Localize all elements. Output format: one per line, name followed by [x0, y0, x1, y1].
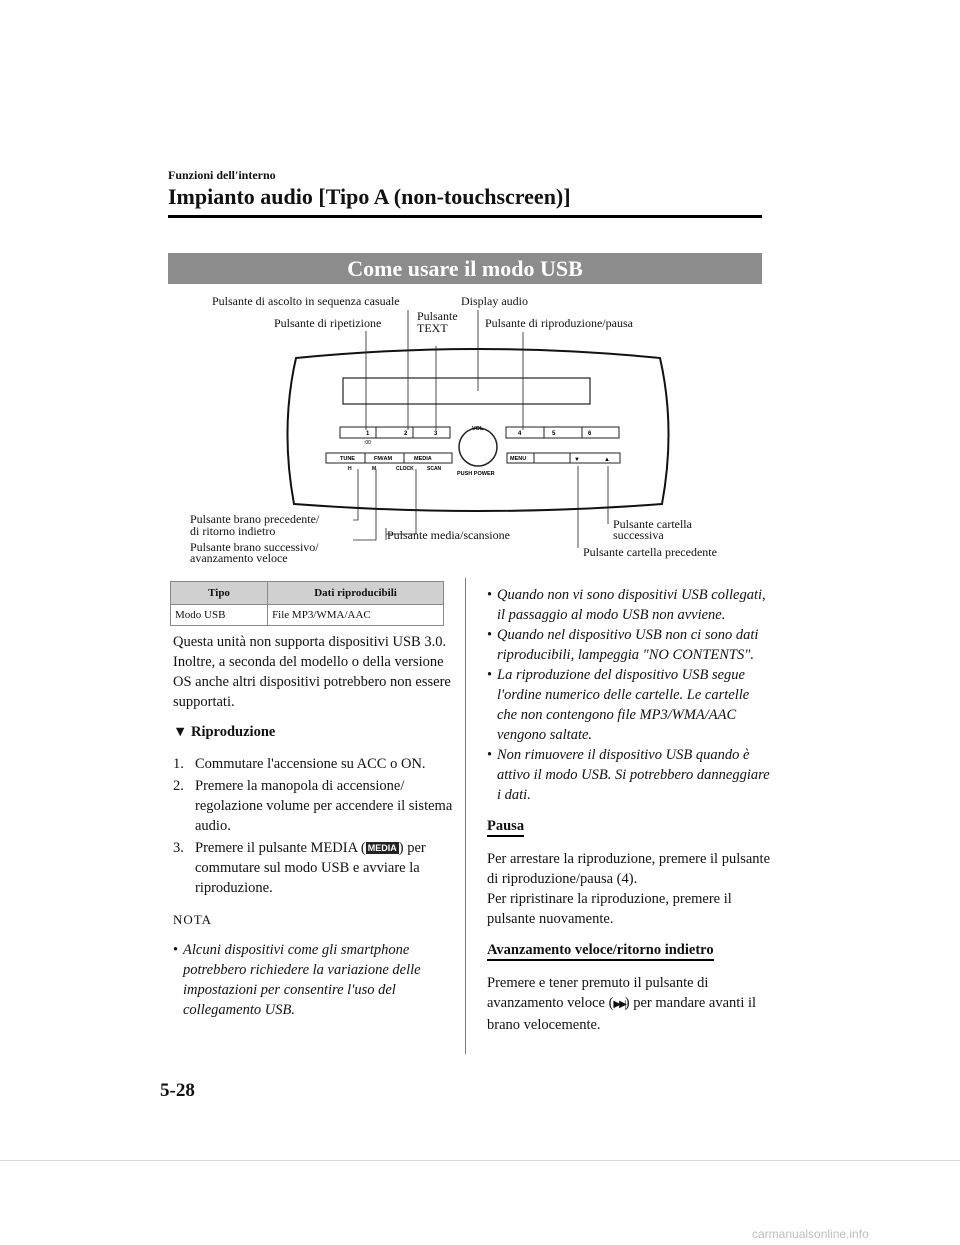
step-number: 3.	[173, 840, 184, 856]
callout-repeat: Pulsante di ripetizione	[274, 316, 382, 330]
title-rule	[168, 215, 762, 218]
callout-media-scan: Pulsante media/scansione	[387, 528, 510, 542]
note-bullet	[487, 625, 772, 665]
step-3	[173, 838, 455, 898]
step-2	[173, 776, 455, 836]
preset-4-label: 4	[518, 431, 522, 437]
bullet-text: La riproduzione del dispositivo USB segue l'ordine numerico delle cartelle. Le cartelle che non contengono file MP3/WMA/AAC vengono saltate.	[497, 667, 750, 743]
note-bullet	[487, 745, 772, 805]
preset-1-sublabel: :00	[364, 440, 371, 446]
callout-prev-2: di ritorno indietro	[190, 524, 276, 538]
intro-paragraph: Questa unità non supporta dispositivi USB 3.0. Inoltre, a seconda del modello o della versione OS anche altri dispositivi potrebbero non essere supportati.	[173, 634, 451, 710]
preset-5-label: 5	[552, 431, 556, 437]
vol-label: VOL	[472, 426, 484, 432]
callout-random: Pulsante di ascolto in sequenza casuale	[212, 294, 400, 308]
playable-data-table	[170, 581, 444, 626]
clock-label: CLOCK	[396, 466, 414, 472]
callout-folder-prev: Pulsante cartella precedente	[583, 545, 717, 559]
ff-text-post: ) per mandare avanti il brano velocemente.	[487, 995, 757, 1033]
note-bullet	[487, 665, 772, 745]
column-divider	[465, 578, 466, 1054]
preset-6-label: 6	[588, 431, 592, 437]
callout-folder-next-2: successiva	[613, 528, 664, 542]
menu-label: MENU	[510, 456, 527, 462]
bullet-dot: •	[487, 627, 493, 643]
table-row	[171, 605, 444, 626]
bullet-text: Alcuni dispositivi come gli smartphone potrebbero richiedere la variazione delle impostazioni per consentire l'uso del collegamento USB.	[183, 942, 421, 1018]
page-number: 5-28	[160, 1080, 195, 1101]
bullet-dot: •	[487, 747, 493, 763]
step-text-pre: Premere il pulsante MEDIA (	[195, 840, 366, 856]
preset-2-label: 2	[404, 431, 408, 437]
pausa-paragraph-2: Per ripristinare la riproduzione, premere il pulsante nuovamente.	[487, 891, 732, 927]
volume-knob	[459, 428, 497, 466]
audio-display	[343, 378, 590, 404]
callout-folder-next-1: Pulsante cartella	[613, 517, 692, 531]
bullet-text: Non rimuovere il dispositivo USB quando è attivo il modo USB. Si potrebbero danneggiare i dati.	[497, 747, 770, 803]
step-number: 1.	[173, 756, 184, 772]
callout-next-1: Pulsante brano successivo/	[190, 540, 319, 554]
nota-bullet	[173, 940, 455, 1020]
table-cell-type: Modo USB	[171, 605, 268, 626]
bullet-dot: •	[487, 587, 493, 603]
section-label: Funzioni dell'interno	[168, 168, 276, 182]
page-title: Impianto audio [Tipo A (non-touchscreen)]	[168, 184, 571, 209]
preset-3-label: 3	[434, 431, 438, 437]
step-number: 2.	[173, 778, 184, 794]
media-button-icon: MEDIA	[367, 843, 397, 853]
nota-label: NOTA	[173, 912, 213, 927]
bullet-text: Quando nel dispositivo USB non ci sono dati riproducibili, lampeggia "NO CONTENTS".	[497, 627, 759, 663]
callout-text-1: Pulsante	[417, 309, 458, 323]
preset-1-label: 1	[366, 431, 370, 437]
ff-paragraph	[487, 973, 772, 1035]
callout-text-2: TEXT	[417, 321, 448, 335]
m-label: M	[372, 466, 377, 472]
left-column	[173, 632, 455, 1020]
subheading-marker: ▼	[173, 724, 188, 740]
step-text: Commutare l'accensione su ACC o ON.	[195, 756, 426, 772]
push-power-label: PUSH POWER	[457, 471, 495, 477]
callout-next-2: avanzamento veloce	[190, 551, 288, 565]
folder-up-arrow: ▲	[604, 457, 610, 463]
subheading-pausa: Pausa	[487, 817, 524, 837]
callout-display: Display audio	[461, 294, 528, 308]
ff-text-pre: Premere e tener premuto il pulsante di avanzamento veloce (	[487, 975, 709, 1011]
step-text-post: ) per commutare sul modo USB e avviare la riproduzione.	[195, 840, 426, 896]
media-label: MEDIA	[414, 456, 432, 462]
folder-down-arrow: ▼	[574, 457, 580, 463]
audio-unit-figure	[168, 288, 762, 568]
bullet-dot: •	[487, 667, 493, 683]
pausa-paragraph-1: Per arrestare la riproduzione, premere il pulsante di riproduzione/pausa (4).	[487, 851, 771, 887]
scan-label: SCAN	[427, 466, 442, 472]
table-cell-data: File MP3/WMA/AAC	[268, 605, 444, 626]
footer-rule	[0, 1160, 960, 1161]
note-bullet	[487, 585, 772, 625]
subheading-avanzamento: Avanzamento veloce/ritorno indietro	[487, 941, 714, 961]
bullet-text: Quando non vi sono dispositivi USB collegati, il passaggio al modo USB non avviene.	[497, 587, 766, 623]
table-header-type: Tipo	[171, 582, 268, 605]
step-1	[173, 754, 455, 774]
fmam-label: FM/AM	[374, 456, 393, 462]
bullet-dot: •	[173, 942, 179, 958]
callout-playpause: Pulsante di riproduzione/pausa	[485, 316, 633, 330]
right-column	[487, 585, 772, 1045]
callout-prev-1: Pulsante brano precedente/	[190, 512, 320, 526]
tune-label: TUNE	[340, 456, 355, 462]
subheading-riproduzione	[173, 722, 455, 742]
subheading-text: Riproduzione	[190, 724, 276, 740]
watermark: carmanualsonline.info	[752, 1227, 869, 1241]
step-text: Premere la manopola di accensione/ regolazione volume per accendere il sistema audio.	[195, 778, 453, 834]
table-header-data: Dati riproducibili	[268, 582, 444, 605]
section-banner: Come usare il modo USB	[168, 253, 762, 284]
h-label: H	[348, 466, 352, 472]
fast-forward-icon: ▶▶|	[613, 999, 625, 1010]
